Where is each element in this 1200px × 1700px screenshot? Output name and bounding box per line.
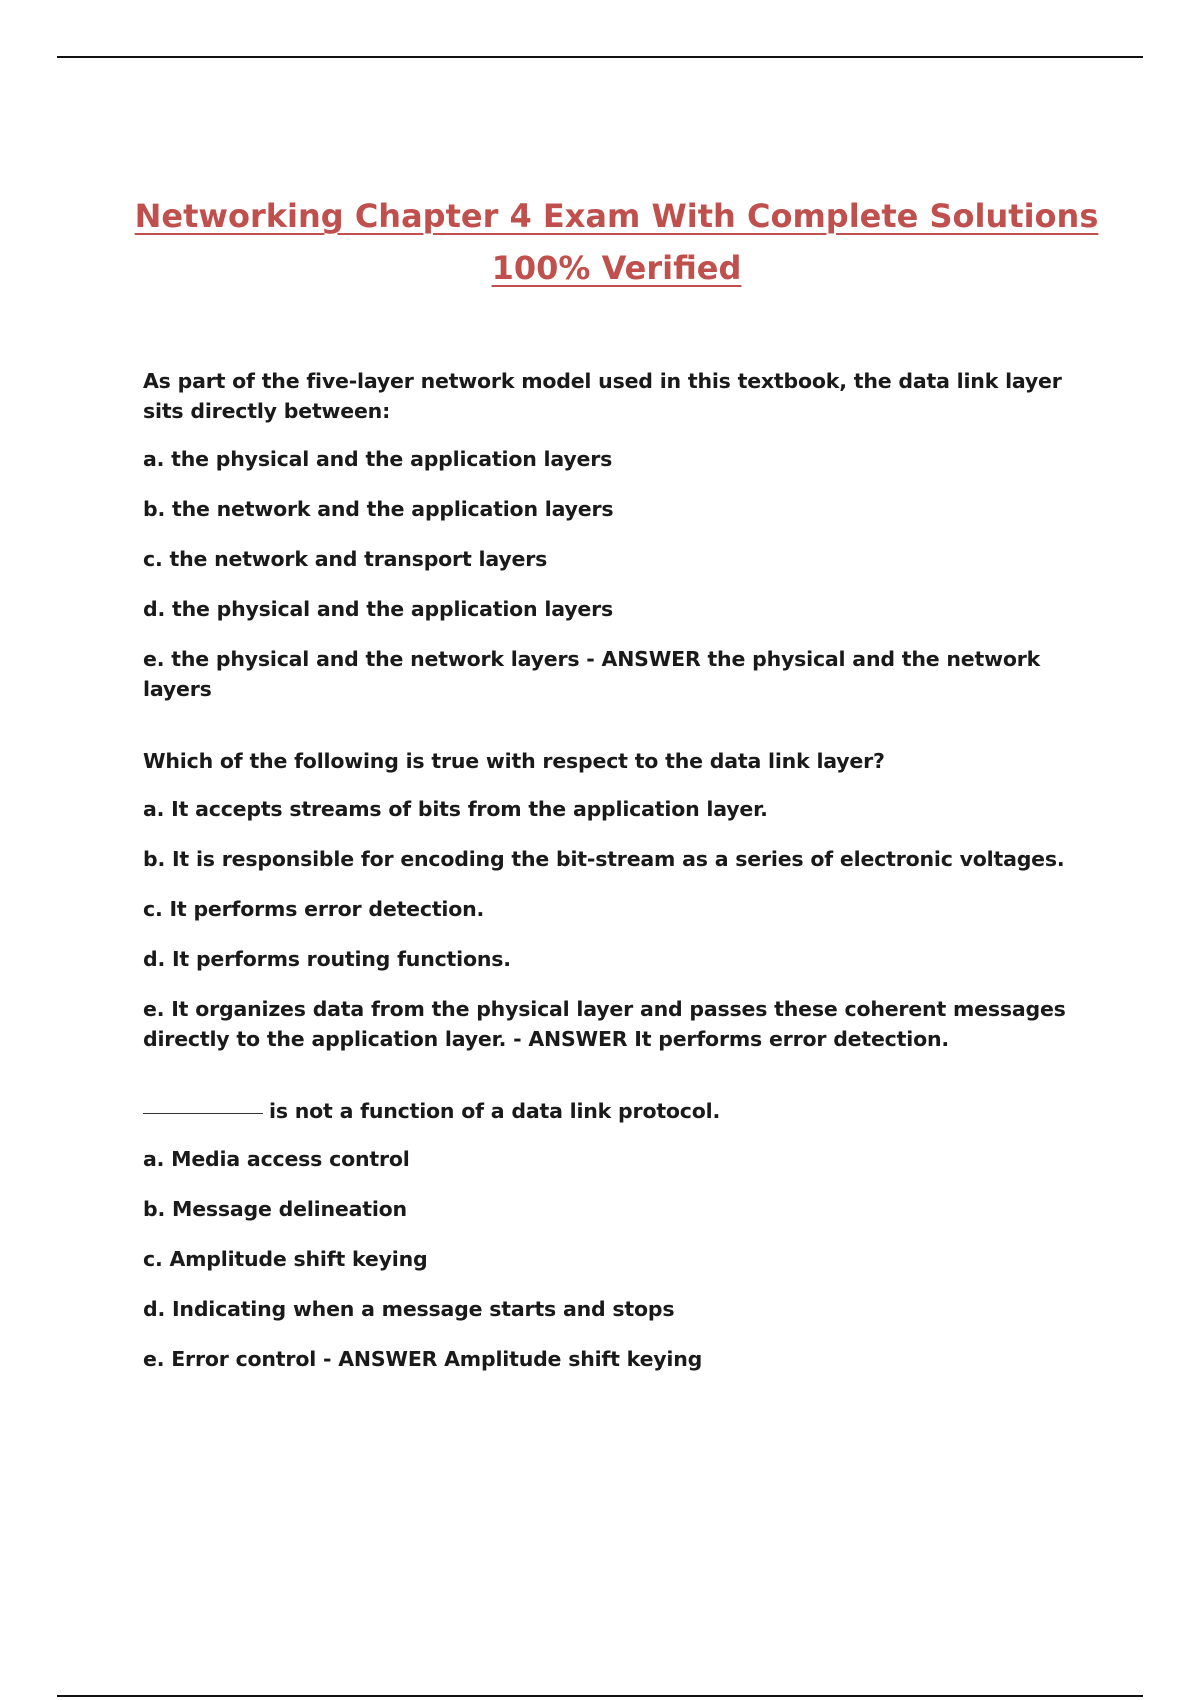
title-line-2: 100% Verified [491,249,742,287]
answer-option: e. It organizes data from the physical layer and passes these coherent messages directly to the application layer. - ANSWER It performs error detection. [143,997,1066,1051]
answer-option: b. Message delineation [143,1197,407,1221]
answer-option: e. the physical and the network layers - ANSWER the physical and the network layers [143,647,1041,701]
answer-option: a. the physical and the application layers [143,447,613,471]
question-text-row [143,1096,1083,1126]
answer-option: d. the physical and the application layers [143,597,613,621]
top-rule [57,56,1143,58]
question-text: As part of the five-layer network model used in this textbook, the data link layer sits directly between: [143,369,1062,423]
title-line-1: Networking Chapter 4 Exam With Complete Solutions [134,197,1099,235]
document-title [80,190,1153,294]
answer-option: a. Media access control [143,1147,410,1171]
answer-option: e. Error control - ANSWER Amplitude shift keying [143,1347,703,1371]
question-3 [143,1096,1083,1374]
fill-in-blank [143,1113,263,1114]
answer-option: a. It accepts streams of bits from the application layer. [143,797,768,821]
question-text: Which of the following is true with respect to the data link layer? [143,749,885,773]
bottom-rule [57,1695,1143,1697]
answer-option: b. the network and the application layers [143,497,614,521]
document-body [143,366,1083,1416]
question-2 [143,746,1083,1054]
question-1 [143,366,1083,704]
answer-option: c. It performs error detection. [143,897,485,921]
answer-option: c. the network and transport layers [143,547,548,571]
question-text: is not a function of a data link protocol. [269,1099,721,1123]
answer-option: d. Indicating when a message starts and stops [143,1297,675,1321]
answer-option: d. It performs routing functions. [143,947,511,971]
answer-option: c. Amplitude shift keying [143,1247,428,1271]
answer-option: b. It is responsible for encoding the bit-stream as a series of electronic voltages. [143,847,1065,871]
